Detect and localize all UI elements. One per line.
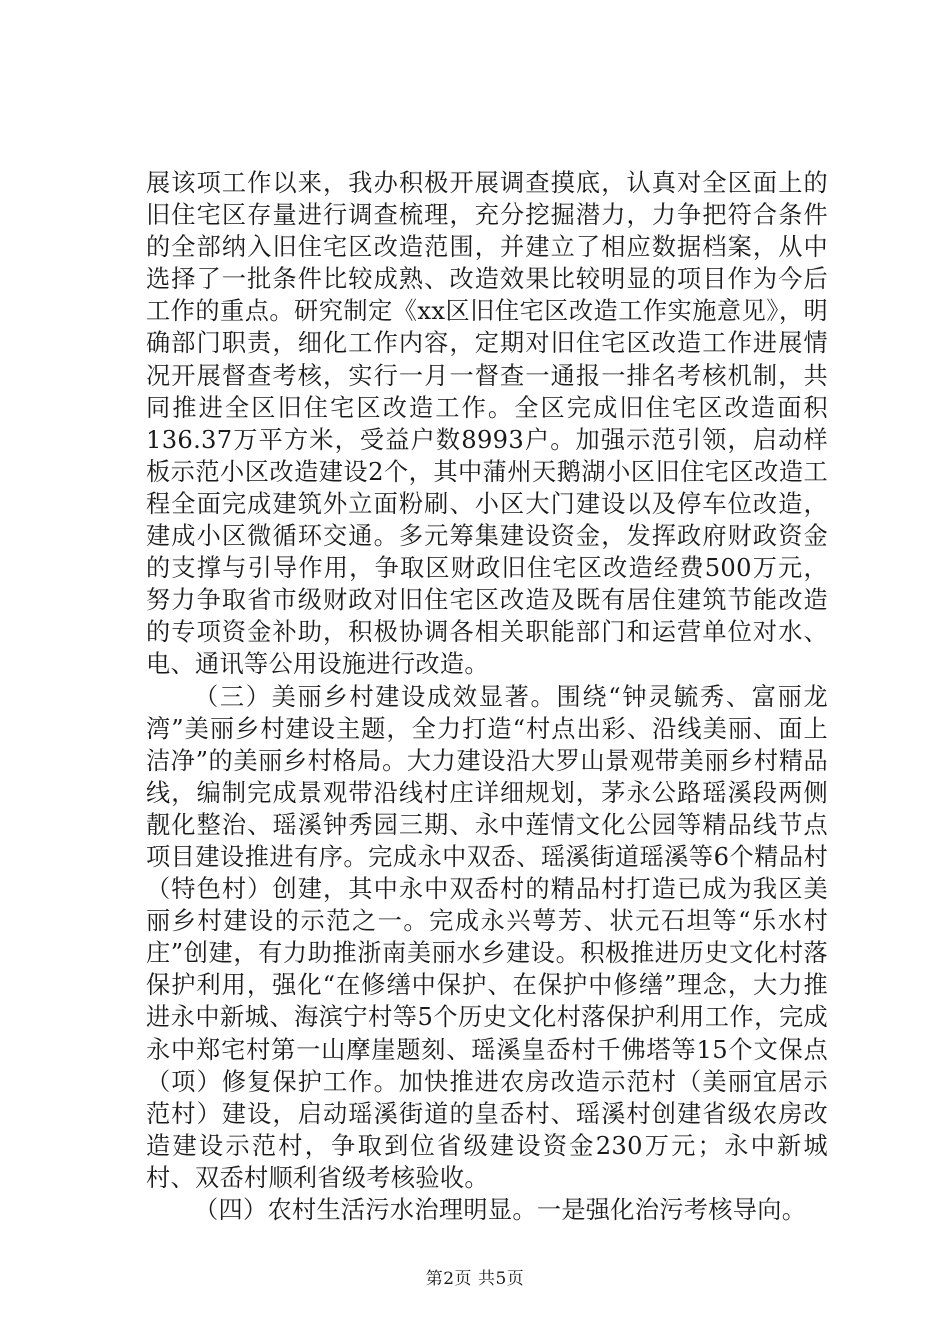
paragraph-rural-sewage: （四）农村生活污水治理明显。一是强化治污考核导向。 [194,1196,807,1224]
document-body [146,167,828,1226]
page-footer: 第2页 共5页 [425,1269,525,1289]
paragraph-old-residential-renovation: 展该项工作以来，我办积极开展调查摸底，认真对全区面上的旧住宅区存量进行调查梳理，充分挖掘潜力，力争把符合条件的全部纳入旧住宅区改造范围，并建立了相应数据档案，从中选择了一批条件比较成熟、改造效果比较明显的项目作为今后工作的重点。研究制定《xx区旧住宅区改造工作实施意见》，明确部门职责，细化工作内容，定期对旧住宅区改造工作进展情况开展督查考核，实行一月一督查一通报一排名考核机制，共同推进全区旧住宅区改造工作。全区完成旧住宅区改造面积136.37万平方米，受益户数8993户。加强示范引领，启动样板示范小区改造建设2个，其中蒲州天鹅湖小区旧住宅区改造工程全面完成建筑外立面粉刷、小区大门建设以及停车位改造，建成小区微循环交通。多元筹集建设资金，发挥政府财政资金的支撑与引导作用，争取区财政旧住宅区改造经费500万元，努力争取省市级财政对旧住宅区改造及既有居住建筑节能改造的专项资金补助，积极协调各相关职能部门和运营单位对水、电、通讯等公用设施进行改造。 [146,169,828,679]
paragraph-beautiful-village: （三）美丽乡村建设成效显著。围绕“钟灵毓秀、富丽龙湾”美丽乡村建设主题，全力打造“村点出彩、沿线美丽、面上洁净”的美丽乡村格局。大力建设沿大罗山景观带美丽乡村精品线，编制完成景观带沿线村庄详细规划，茅永公路瑶溪段两侧靓化整治、瑶溪钟秀园三期、永中莲情文化公园等精品线节点项目建设推进有序。完成永中双岙、瑶溪街道瑶溪等6个精品村（特色村）创建，其中永中双岙村的精品村打造已成为我区美丽乡村建设的示范之一。完成永兴萼芳、状元石坦等“乐水村庄”创建，有力助推浙南美丽水乡建设。积极推进历史文化村落保护利用，强化“在修缮中保护、在保护中修缮”理念，大力推进永中新城、海滨宁村等5个历史文化村落保护利用工作，完成永中郑宅村第一山摩崖题刻、瑶溪皇岙村千佛塔等15个文保点（项）修复保护工作。加快推进农房改造示范村（美丽宜居示范村）建设，启动瑶溪街道的皇岙村、瑶溪村创建省级农房改造建设示范村，争取到位省级建设资金230万元；永中新城村、双岙村顺利省级考核验收。 [146,682,828,1192]
